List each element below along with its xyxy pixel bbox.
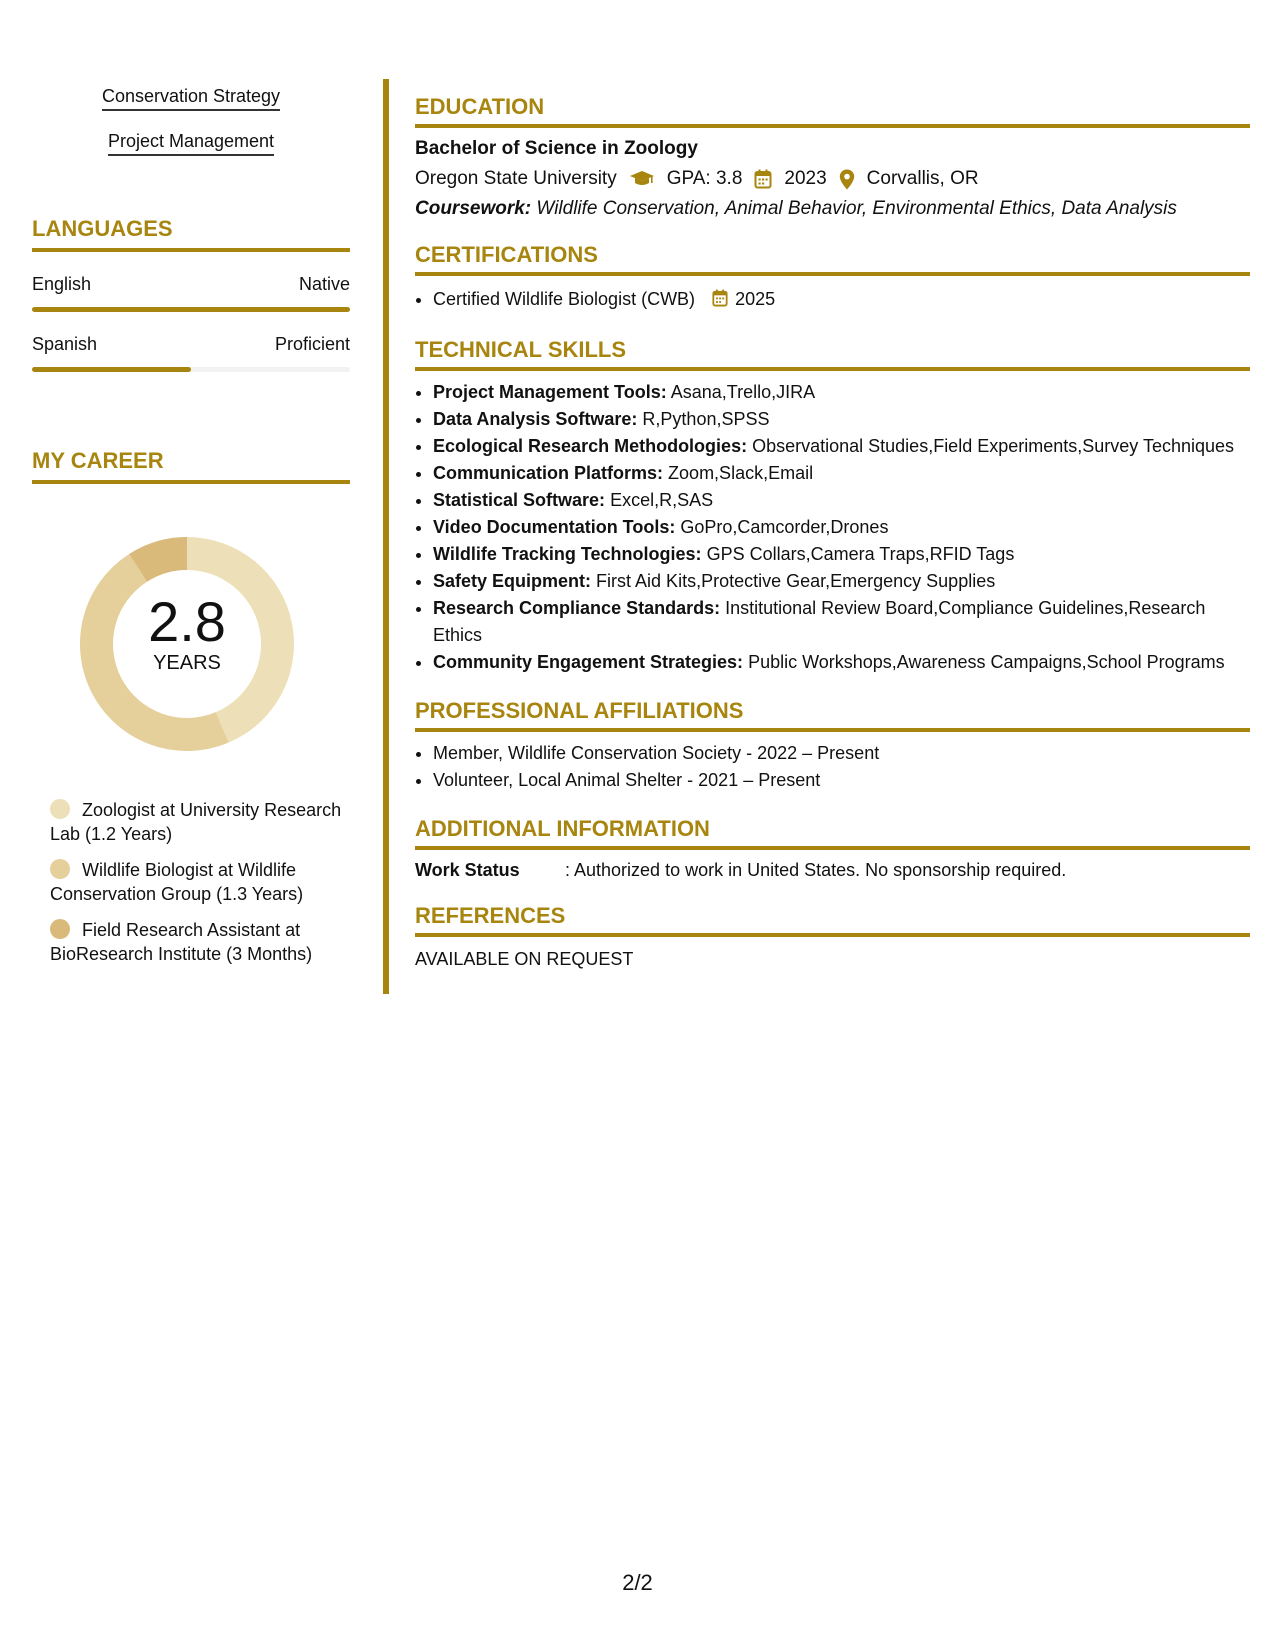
languages-heading: LANGUAGES [32, 216, 350, 252]
coursework-label: Coursework: [415, 198, 532, 219]
certification-year: 2025 [735, 289, 776, 309]
education-degree: Bachelor of Science in Zoology [415, 138, 698, 159]
language-item [32, 274, 350, 312]
list-item: • Volunteer, Local Animal Shelter - 2021 – Present [433, 767, 1250, 794]
references-section [415, 903, 1250, 970]
list-item [433, 568, 1250, 595]
list-item [433, 460, 1250, 487]
skill-label: Statistical Software: [433, 490, 606, 510]
education-location: Corvallis, OR [866, 168, 979, 189]
skill-label: Project Management Tools: [433, 382, 667, 402]
career-heading: MY CAREER [32, 448, 350, 484]
additional-info-heading: ADDITIONAL INFORMATION [415, 816, 1250, 850]
career-total-years: 2.8 [148, 590, 226, 653]
list-item [433, 487, 1250, 514]
technical-skills-section [415, 337, 1250, 676]
education-meta [415, 168, 1250, 190]
skill-label: Ecological Research Methodologies: [433, 436, 748, 456]
career-legend-label: Wildlife Biologist at Wildlife Conservation Group (1.3 Years) [50, 860, 304, 904]
legend-dot [50, 799, 70, 819]
list-item [433, 433, 1250, 460]
skill-label: Community Engagement Strategies: [433, 652, 744, 672]
education-heading: EDUCATION [415, 94, 1250, 128]
skill-value: Observational Studies,Field Experiments,Survey Techniques [752, 436, 1235, 456]
coursework-value: Wildlife Conservation, Animal Behavior, Environmental Ethics, Data Analysis [536, 198, 1177, 219]
language-item [32, 334, 350, 372]
skill-tags [32, 80, 350, 170]
education-gpa: GPA: 3.8 [666, 168, 743, 189]
legend-dot [50, 919, 70, 939]
list-item [433, 595, 1250, 649]
location-pin-icon [839, 169, 855, 190]
left-column [32, 80, 350, 978]
skill-value: GPS Collars,Camera Traps,RFID Tags [706, 544, 1015, 564]
work-status-value: : Authorized to work in United States. No sponsorship required. [565, 860, 1067, 880]
skill-value: Asana,Trello,JIRA [670, 382, 816, 402]
skill-value: GoPro,Camcorder,Drones [680, 517, 889, 537]
career-total-unit: YEARS [153, 652, 221, 674]
technical-skills-heading: TECHNICAL SKILLS [415, 337, 1250, 371]
list-item: • Member, Wildlife Conservation Society - 2022 – Present [433, 740, 1250, 767]
certifications-section [415, 242, 1250, 315]
list-item [433, 379, 1250, 406]
language-proficiency-fill [32, 307, 350, 312]
career-donut-chart [67, 524, 307, 764]
skill-value: Excel,R,SAS [610, 490, 714, 510]
legend-dot [50, 859, 70, 879]
column-divider [383, 79, 389, 994]
calendar-icon [754, 169, 772, 189]
language-name: English [32, 274, 92, 294]
graduation-cap-icon [629, 170, 655, 188]
language-level: Native [298, 274, 350, 294]
skill-value: R,Python,SPSS [642, 409, 770, 429]
education-coursework [415, 198, 1250, 220]
skill-value: Zoom,Slack,Email [668, 463, 814, 483]
list-item [433, 514, 1250, 541]
skill-label: Wildlife Tracking Technologies: [433, 544, 702, 564]
skill-label: Research Compliance Standards: [433, 598, 721, 618]
language-level: Proficient [274, 334, 350, 354]
career-legend-label: Field Research Assistant at BioResearch Institute (3 Months) [50, 920, 313, 964]
references-text: AVAILABLE ON REQUEST [415, 949, 634, 969]
skill-label: Data Analysis Software: [433, 409, 638, 429]
skill-label: Video Documentation Tools: [433, 517, 676, 537]
additional-info-section [415, 816, 1250, 881]
right-column [415, 94, 1250, 970]
language-proficiency-bar [32, 367, 350, 372]
affiliations-heading: PROFESSIONAL AFFILIATIONS [415, 698, 1250, 732]
career-legend-label: Zoologist at University Research Lab (1.2 Years) [50, 800, 342, 844]
education-school: Oregon State University [415, 168, 617, 189]
list-item [433, 649, 1250, 676]
affiliations-section [415, 698, 1250, 794]
language-name: Spanish [32, 334, 98, 354]
career-legend [32, 798, 350, 966]
career-legend-item [50, 798, 350, 846]
page-number: 2/2 [622, 1570, 653, 1595]
list-item [433, 406, 1250, 433]
certifications-heading: CERTIFICATIONS [415, 242, 1250, 276]
language-proficiency-bar [32, 307, 350, 312]
skill-tag: Project Management [108, 131, 274, 156]
references-heading: REFERENCES [415, 903, 1250, 937]
career-legend-item [50, 858, 350, 906]
skill-value: Institutional Review Board,Compliance Guidelines,Research Ethics [433, 598, 1206, 645]
list-item [433, 541, 1250, 568]
education-year: 2023 [784, 168, 827, 189]
skill-label: Safety Equipment: [433, 571, 592, 591]
education-section [415, 94, 1250, 220]
list-item [433, 286, 1250, 315]
skill-tag: Conservation Strategy [102, 86, 280, 111]
language-proficiency-fill [32, 367, 191, 372]
certification-name: Certified Wildlife Biologist (CWB) [433, 289, 696, 309]
calendar-icon [712, 288, 728, 315]
work-status-label: Work Status [415, 860, 520, 880]
skill-value: First Aid Kits,Protective Gear,Emergency Supplies [596, 571, 996, 591]
career-legend-item [50, 918, 350, 966]
skill-value: Public Workshops,Awareness Campaigns,School Programs [748, 652, 1225, 672]
work-status-row [415, 860, 1250, 881]
skill-label: Communication Platforms: [433, 463, 664, 483]
